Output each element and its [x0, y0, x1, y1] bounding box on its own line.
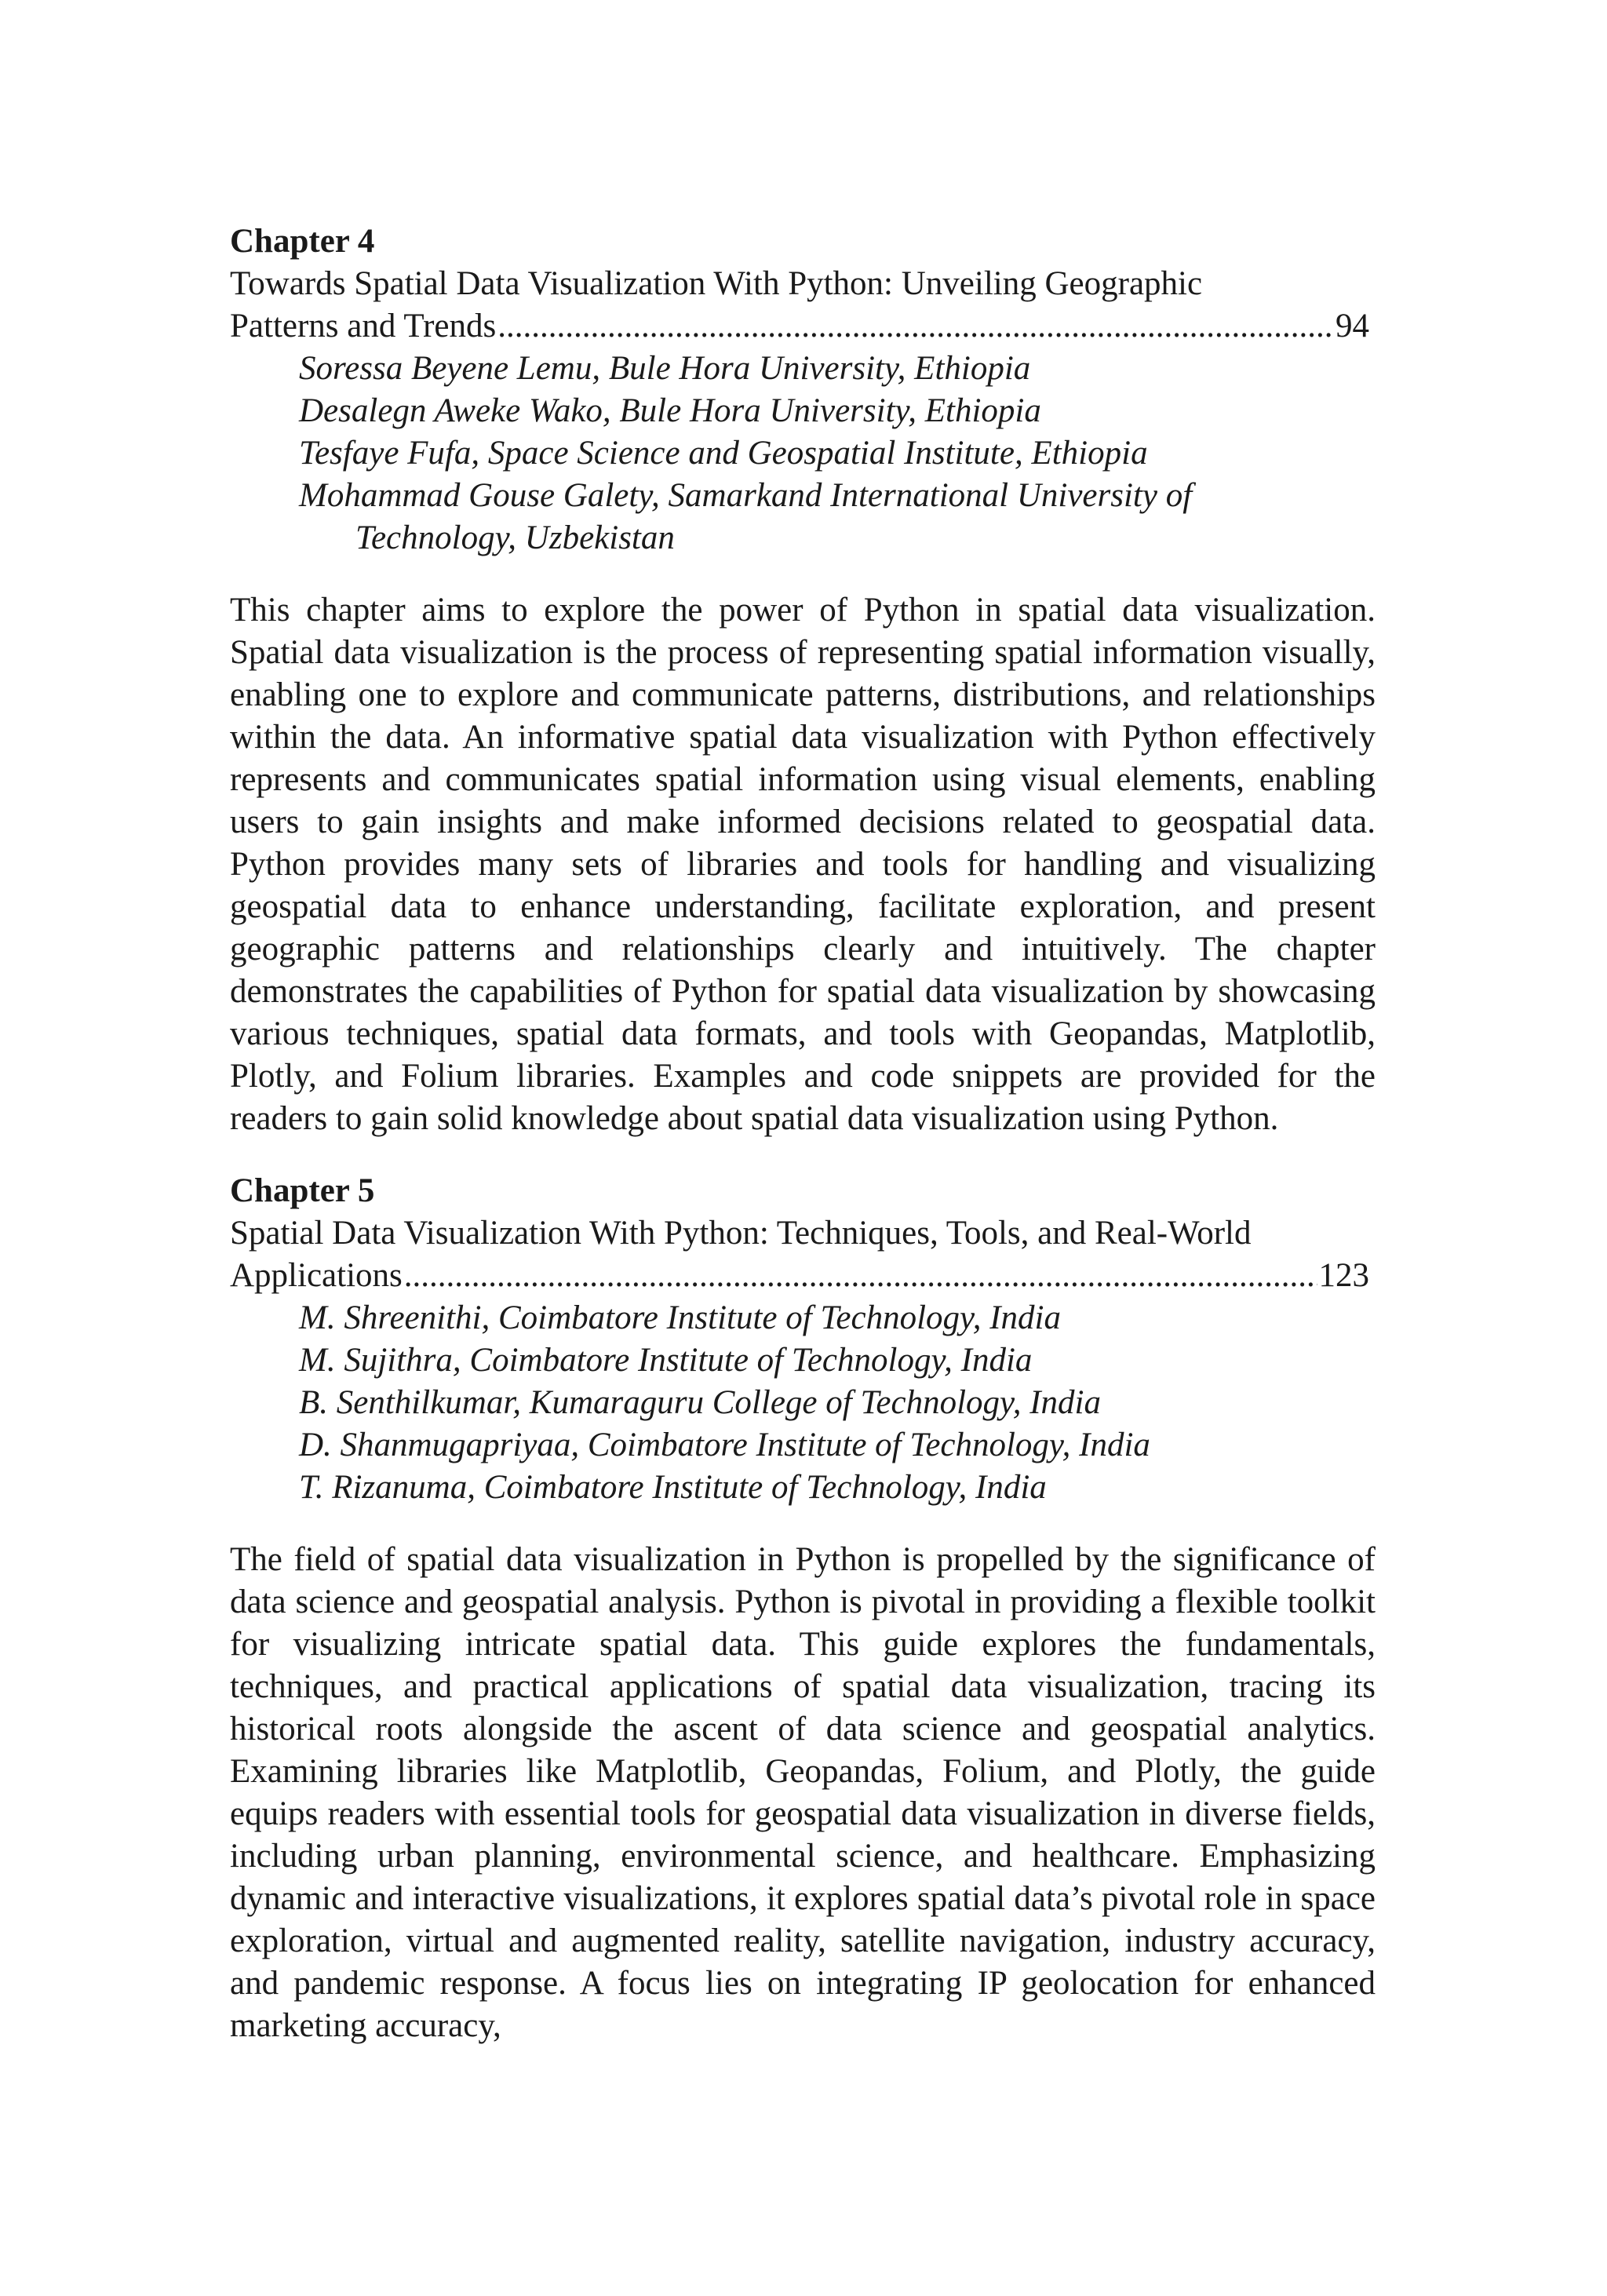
author-affiliation: Mohammad Gouse Galety, Samarkand International University of — [299, 477, 1193, 514]
page-number: 123 — [1318, 1257, 1369, 1294]
chapter-title-line: Applications — [230, 1257, 403, 1294]
author — [299, 475, 1376, 559]
author-affiliation-continuation: Technology, Uzbekistan — [355, 519, 675, 556]
chapter-abstract: This chapter aims to explore the power of Python in spatial data visualization. Spatial data visualization is the process of representing spatial information visually, enabling one to explore and communicate patterns, distributions, and relationships within the data. An informative spatial data visualization with Python effectively represents and communicates spatial information using visual elements, enabling users to gain insights and make informed decisions related to geospatial data. Python provides many sets of libraries and tools for handling and visualizing geospatial data to enhance understanding, facilitate exploration, and present geographic patterns and relationships clearly and intuitively. The chapter demonstrates the capabilities of Python for spatial data visualization by showcasing various techniques, spatial data formats, and tools with Geopandas, Matplotlib, Plotly, and Folium libraries. Examples and code snippets are provided for the readers to gain solid knowledge about spatial data visualization using Python. — [230, 592, 1376, 1137]
author-list — [230, 348, 1376, 559]
author: B. Senthilkumar, Kumaraguru College of Technology, India — [299, 1384, 1102, 1421]
chapter-label: Chapter 5 — [230, 1172, 375, 1209]
author-list — [230, 1297, 1376, 1509]
author: M. Sujithra, Coimbatore Institute of Technology, India — [299, 1342, 1033, 1379]
chapter-abstract: The field of spatial data visualization in Python is propelled by the significance of data science and geospatial analysis. Python is pivotal in providing a flexible toolkit for visualizing intricate spatial data. This guide explores the fundamentals, techniques, and practical applications of spatial data visualization, tracing its historical roots alongside the ascent of data science and geospatial analytics. Examining libraries like Matplotlib, Geopandas, Folium, and Plotly, the guide equips readers with essential tools for geospatial data visualization in diverse fields, including urban planning, environmental science, and healthcare. Emphasizing dynamic and interactive visualizations, it explores spatial data’s pivotal role in space exploration, virtual and augmented reality, satellite navigation, industry accuracy, and pandemic response. A focus lies on integrating IP geolocation for enhanced marketing accuracy, — [230, 1541, 1376, 2044]
author: Soressa Beyene Lemu, Bule Hora University, Ethiopia — [299, 350, 1031, 387]
author: Desalegn Aweke Wako, Bule Hora University, Ethiopia — [299, 392, 1041, 429]
toc-page — [230, 220, 1376, 2047]
author: D. Shanmugapriyaa, Coimbatore Institute of Technology, India — [299, 1427, 1150, 1463]
chapter-title-toc-line — [230, 305, 1369, 348]
author: T. Rizanuma, Coimbatore Institute of Technology, India — [299, 1469, 1047, 1506]
chapter-title-line: Patterns and Trends — [230, 308, 497, 344]
chapter-title-toc-line — [230, 1255, 1369, 1297]
chapter-title-line: Towards Spatial Data Visualization With Python: Unveiling Geographic — [230, 265, 1203, 302]
chapter-5-entry — [230, 1170, 1376, 2047]
author: M. Shreenithi, Coimbatore Institute of Technology, India — [299, 1299, 1062, 1336]
chapter-title-line: Spatial Data Visualization With Python: Techniques, Tools, and Real-World — [230, 1215, 1252, 1252]
chapter-label: Chapter 4 — [230, 223, 375, 260]
page-number: 94 — [1336, 308, 1369, 344]
dot-leader — [497, 305, 1334, 348]
dot-leader — [404, 1255, 1317, 1297]
chapter-4-entry — [230, 220, 1376, 1140]
author: Tesfaye Fufa, Space Science and Geospatial Institute, Ethiopia — [299, 435, 1148, 472]
